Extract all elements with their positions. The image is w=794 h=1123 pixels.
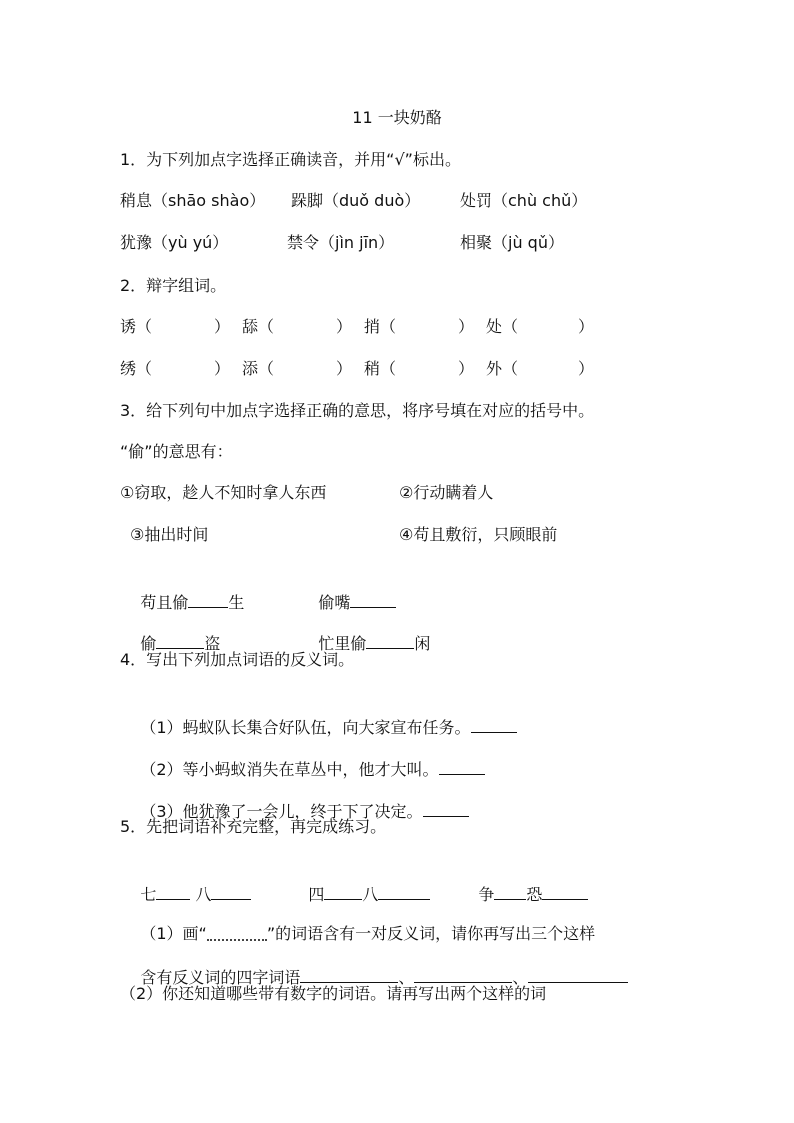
q1-item: 稍息（shāo shào） — [120, 191, 266, 210]
q4-sentence-text: （3）他犹豫了一会儿，终于下了决定。 — [140, 802, 423, 821]
answer-blank[interactable] — [423, 798, 469, 817]
q3-option: ②行动瞒着人 — [399, 483, 494, 502]
q4-heading: 4．写出下列加点词语的反义词。 — [120, 650, 355, 669]
q4-sentence-text: （1）蚂蚁队长集合好队伍，向大家宣布任务。 — [140, 718, 471, 737]
answer-blank[interactable] — [366, 630, 414, 649]
q3-option: ③抽出时间 — [130, 525, 209, 544]
q2-heading: 2．辩字组词。 — [120, 276, 227, 295]
q1-item: 相聚（jù qǔ） — [460, 233, 564, 252]
q5-word-char: 四 — [308, 885, 325, 904]
wavy-underline-icon — [207, 929, 267, 941]
q1-item: 处罚（chù chǔ） — [460, 191, 588, 210]
q2-char: 添（ — [242, 359, 275, 378]
q5-sep: 、 — [512, 968, 529, 987]
q3-item-text: 苟且偷 — [140, 593, 189, 612]
q5-text: （1）画“ — [140, 924, 207, 943]
q3-item-text: 生 — [228, 593, 245, 612]
answer-blank[interactable] — [439, 756, 485, 775]
page-title: 11 一块奶酪 — [352, 108, 442, 127]
q2-char: 外（ — [486, 359, 519, 378]
q2-char: 捎（ — [364, 317, 397, 336]
q5-word-char: 恐 — [526, 885, 543, 904]
q3-option: ①窃取，趁人不知时拿人东西 — [120, 483, 327, 502]
q2-char: 处（ — [486, 317, 519, 336]
q5-word-char: 七 — [140, 885, 157, 904]
answer-blank[interactable] — [156, 630, 204, 649]
q3-item-text: 闲 — [414, 634, 431, 653]
q1-item: 犹豫（yù yú） — [120, 233, 229, 252]
answer-blank[interactable] — [414, 964, 512, 983]
q4-sentence-text: （2）等小蚂蚁消失在草丛中，他才大叫。 — [140, 760, 439, 779]
q3-item-text: 盗 — [204, 634, 221, 653]
q2-paren: ） — [458, 317, 475, 336]
q2-paren: ） — [336, 359, 353, 378]
q3-meaning-label: “偷”的意思有： — [120, 442, 233, 461]
q1-item: 禁令（jìn jīn） — [287, 233, 395, 252]
q2-paren: ） — [578, 359, 595, 378]
q5-part2: （2）你还知道哪些带有数字的词语。请再写出两个这样的词 — [120, 984, 547, 1003]
answer-blank[interactable] — [300, 964, 398, 983]
q3-item-text: 偷嘴 — [318, 593, 351, 612]
q2-char: 诱（ — [120, 317, 153, 336]
q2-paren: ） — [336, 317, 353, 336]
q5-text: ”的词语含有一对反义词，请你再写出三个这样 — [266, 924, 596, 943]
q2-paren: ） — [214, 317, 231, 336]
q5-word-char: 八 — [362, 885, 379, 904]
q5-word-char: 八 — [195, 885, 212, 904]
q2-char: 舔（ — [242, 317, 275, 336]
q3-item-text: 偷 — [140, 634, 157, 653]
q2-paren: ） — [214, 359, 231, 378]
q5-sep: 、 — [398, 968, 415, 987]
q1-item: 跺脚（duǒ duò） — [291, 191, 421, 210]
q5-word-char: 争 — [478, 885, 495, 904]
q2-char: 绣（ — [120, 359, 153, 378]
q5-text: 含有反义词的四字词语 — [140, 968, 301, 987]
q2-char: 稍（ — [364, 359, 397, 378]
q1-heading: 1．为下列加点字选择正确读音，并用“√”标出。 — [120, 150, 461, 169]
q3-option: ④苟且敷衍，只顾眼前 — [399, 525, 558, 544]
q3-heading: 3．给下列句中加点字选择正确的意思，将序号填在对应的括号中。 — [120, 401, 595, 420]
q3-item-text: 忙里偷 — [318, 634, 367, 653]
q2-paren: ） — [458, 359, 475, 378]
answer-blank[interactable] — [528, 964, 628, 983]
q2-paren: ） — [578, 317, 595, 336]
q5-heading: 5．先把词语补充完整，再完成练习。 — [120, 817, 387, 836]
answer-blank[interactable] — [471, 714, 517, 733]
